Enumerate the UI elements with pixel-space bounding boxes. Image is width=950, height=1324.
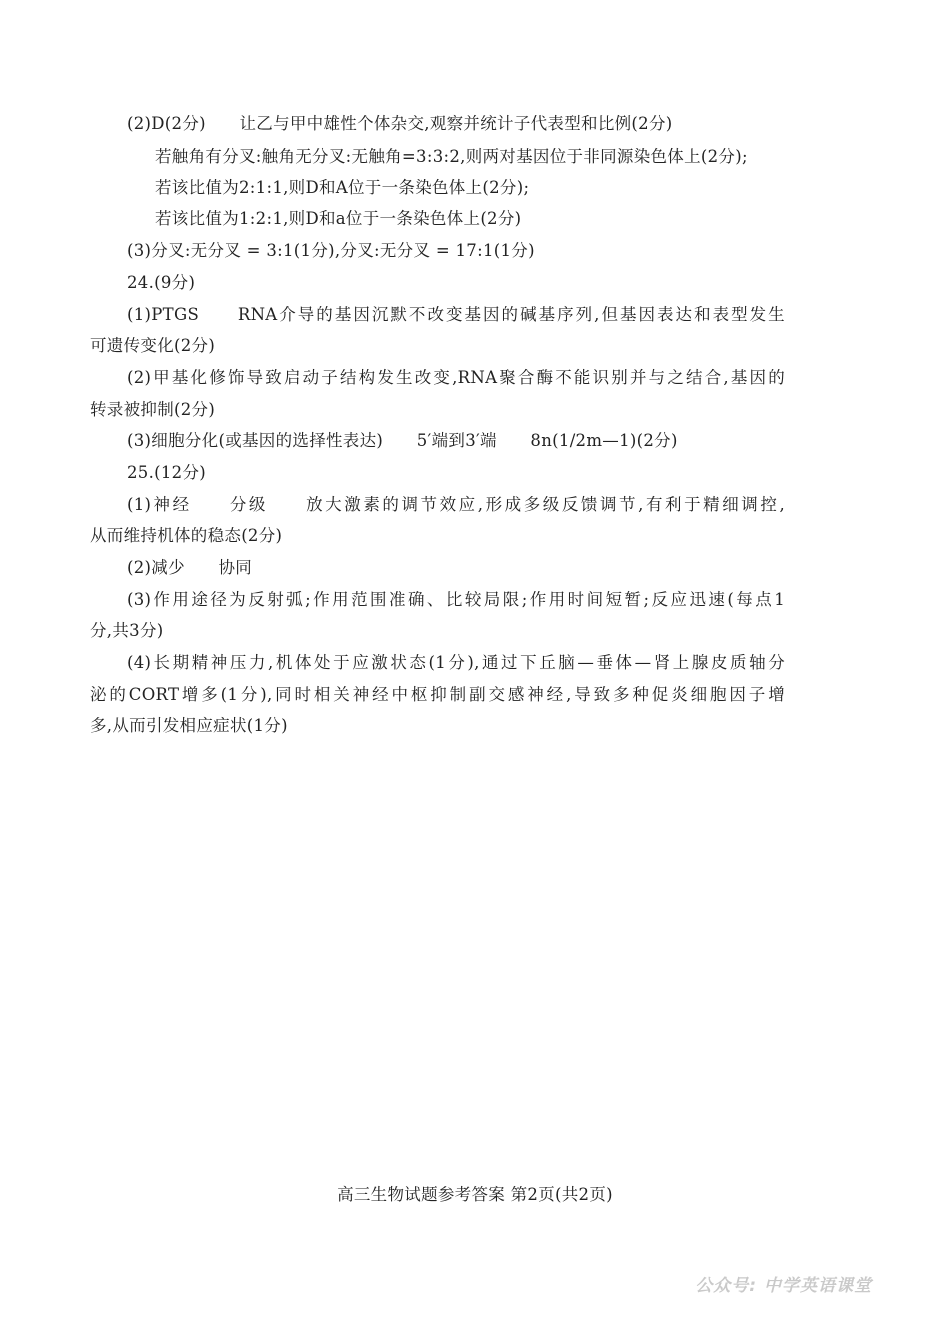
answer-24-1-line-1: (1)PTGS RNA介导的基因沉默不改变基因的碱基序列,但基因表达和表型发生 xyxy=(127,305,785,324)
page-footer: 高三生物试题参考答案 第2页(共2页) xyxy=(337,1185,613,1204)
answer-25-3-line-1: (3)作用途径为反射弧;作用范围准确、比较局限;作用时间短暂;反应迅速(每点1 xyxy=(127,590,785,609)
answer-25-2: (2)减少 协同 xyxy=(127,558,253,577)
answer-25-4-line-3: 多,从而引发相应症状(1分) xyxy=(90,716,288,735)
answer-23-2-line-4: 若该比值为1:2:1,则D和a位于一条染色体上(2分) xyxy=(155,209,522,228)
answer-23-3: (3)分叉:无分叉 = 3:1(1分),分叉:无分叉 = 17:1(1分) xyxy=(127,241,535,260)
answer-24-2-line-1: (2)甲基化修饰导致启动子结构发生改变,RNA聚合酶不能识别并与之结合,基因的 xyxy=(127,368,785,387)
answer-24-1-line-2: 可遗传变化(2分) xyxy=(90,336,216,355)
answer-25-1-line-1: (1)神经 分级 放大激素的调节效应,形成多级反馈调节,有利于精细调控, xyxy=(127,495,785,514)
watermark-text: 公众号: 中学英语课堂 xyxy=(695,1276,872,1296)
answer-23-2-line-3: 若该比值为2:1:1,则D和A位于一条染色体上(2分); xyxy=(155,178,530,197)
question-24-heading: 24.(9分) xyxy=(127,273,196,292)
answer-24-3: (3)细胞分化(或基因的选择性表达) 5′端到3′端 8n(1/2m—1)(2分) xyxy=(127,431,678,450)
question-25-heading: 25.(12分) xyxy=(127,463,207,482)
answer-23-2-line-1: (2)D(2分) 让乙与甲中雄性个体杂交,观察并统计子代表型和比例(2分) xyxy=(127,114,673,133)
answer-25-4-line-1: (4)长期精神压力,机体处于应激状态(1分),通过下丘脑—垂体—肾上腺皮质轴分 xyxy=(127,653,785,672)
answer-25-3-line-2: 分,共3分) xyxy=(90,621,164,640)
answer-24-2-line-2: 转录被抑制(2分) xyxy=(90,400,216,419)
answer-25-4-line-2: 泌的CORT增多(1分),同时相关神经中枢抑制副交感神经,导致多种促炎细胞因子增 xyxy=(90,685,785,704)
answer-25-1-line-2: 从而维持机体的稳态(2分) xyxy=(90,526,283,545)
answer-23-2-line-2: 若触角有分叉:触角无分叉:无触角=3:3:2,则两对基因位于非同源染色体上(2分); xyxy=(155,147,748,166)
